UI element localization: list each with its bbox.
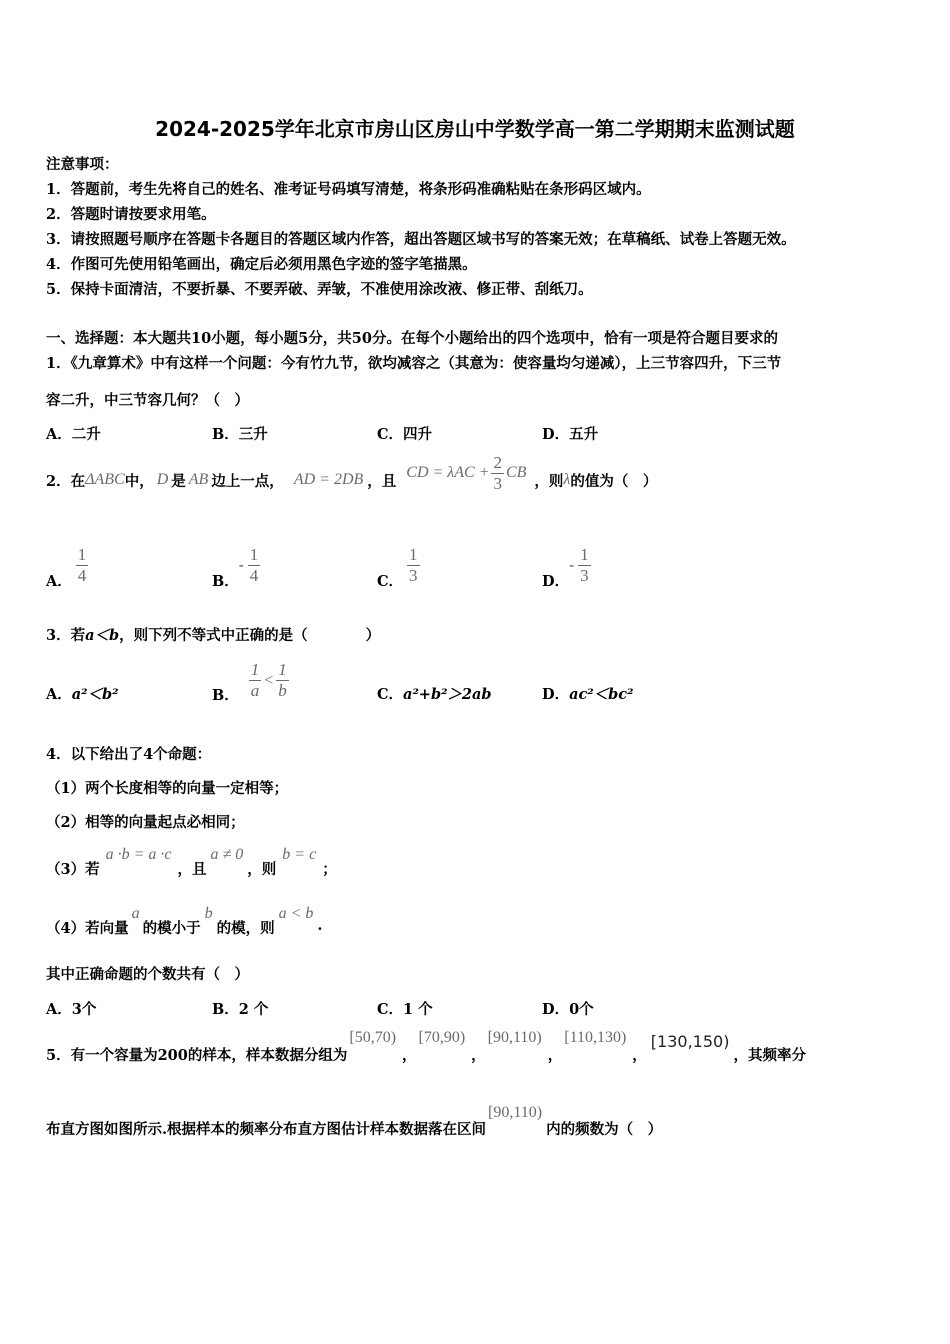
vector-b: b	[204, 905, 213, 922]
fraction-denominator: b	[278, 681, 287, 700]
b-equals-c: b = c	[282, 846, 317, 863]
fraction-numerator: 1	[77, 545, 87, 565]
question-1-text: 1．《九章算术》中有这样一个问题：今有竹九节，欲均减容之（其意为：使容量均匀递减），上三节容四升，下三节	[46, 355, 782, 372]
interval-90-110: [90,110)	[487, 1029, 542, 1046]
question-1-text-cont: 容二升，中三节容几何？（ ）	[46, 392, 249, 409]
q4-text: （3）若	[46, 861, 100, 878]
q2-text: 是	[171, 472, 186, 490]
lambda: λ	[563, 471, 571, 488]
notice-item: 3．请按照题号顺序在答题卡各题目的答题区域内作答，超出答题区域书写的答案无效；在草稿纸、试卷上答题无效。	[46, 231, 796, 248]
fraction-two-thirds	[491, 454, 504, 493]
q4-text: ，且	[177, 861, 207, 878]
interval-90-110: [90,110)	[488, 1104, 543, 1121]
option-label: D．	[542, 573, 570, 590]
q3-option-b	[212, 656, 289, 705]
q4-option-a: A．3个	[46, 1001, 97, 1018]
vector-cb: CB	[505, 464, 527, 481]
option-label: C．	[377, 573, 404, 590]
interval-70-90: [70,90)	[418, 1029, 466, 1046]
option-label: B．	[212, 687, 239, 704]
q2-text: 边上一点，	[211, 472, 284, 490]
q4-proposition-1: （1）两个长度相等的向量一定相等；	[46, 780, 289, 797]
separator: ，	[402, 1047, 417, 1064]
q4-text: 的模，则	[216, 920, 275, 937]
q4-text: ，则	[247, 861, 277, 878]
dot-product-equation: a ·b = a ·c	[105, 846, 172, 863]
q3-number: 3．	[46, 627, 71, 644]
q3-text: ，则下列不等式中正确的是（ ）	[119, 627, 381, 644]
interval-110-130: [110,130)	[564, 1029, 627, 1046]
vector-expr: CD = λAC +	[406, 464, 490, 481]
fraction-one-over-b	[276, 661, 289, 700]
interval-50-70: [50,70)	[349, 1029, 397, 1046]
q4-text: .	[317, 917, 323, 934]
fraction-denominator: 3	[409, 566, 418, 585]
q2-text: ，则	[534, 472, 564, 490]
a-less-than-b: a < b	[278, 905, 314, 922]
segment-ab: AB	[188, 471, 209, 488]
q3-option-d	[542, 683, 633, 704]
fraction-denominator: a	[250, 681, 260, 700]
separator: ，	[632, 1047, 647, 1064]
q2-option-d	[542, 540, 591, 591]
q4-proposition-4	[46, 905, 322, 938]
triangle-abc: ΔABC	[85, 471, 125, 488]
q4-option-c: C．1 个	[377, 1001, 433, 1018]
option-expr: a²+b²＞2ab	[403, 686, 492, 703]
section-heading: 一、选择题：本大题共10小题，每小题5分，共50分。在每个小题给出的四个选项中，恰有一项是符合题目要求的	[46, 330, 778, 347]
option-label: D．	[542, 686, 570, 703]
less-than: <	[264, 671, 274, 689]
q4-option-d: D．0个	[542, 1001, 594, 1018]
q2-option-b	[212, 540, 260, 591]
option-expr: a²＜b²	[71, 686, 119, 703]
option-label: A．	[46, 573, 72, 590]
a-not-zero: a ≠ 0	[210, 846, 244, 863]
q1-option-a: A．二升	[46, 426, 101, 443]
q5-text: 5．有一个容量为200的样本，样本数据分组为	[46, 1047, 348, 1064]
fraction-denominator: 4	[77, 566, 87, 585]
q4-proposition-2: （2）相等的向量起点必相同；	[46, 814, 245, 831]
fraction-denominator: 4	[249, 566, 259, 585]
option-fraction	[407, 546, 420, 585]
q4-proposition-3	[46, 846, 337, 879]
q2-number: 2．	[46, 472, 71, 490]
q1-option-c: C．四升	[377, 426, 433, 443]
option-label: C．	[377, 686, 404, 703]
fraction-numerator: 1	[580, 545, 589, 565]
q4-text: 的模小于	[142, 920, 201, 937]
q2-text: ，且	[367, 472, 397, 490]
q2-text: 的值为（ ）	[570, 472, 658, 490]
question-3	[46, 624, 380, 645]
interval-130-150: [130,150)	[650, 1032, 730, 1051]
option-expr: ac²＜bc²	[569, 686, 634, 703]
q2-option-a	[46, 540, 88, 591]
point-d: D	[156, 471, 169, 488]
notice-heading: 注意事项：	[46, 156, 119, 173]
notice-item: 5．保持卡面清洁，不要折暴、不要弄破、弄皱，不准使用涂改液、修正带、刮纸刀。	[46, 281, 593, 298]
option-label: A．	[46, 686, 72, 703]
q4-question: 其中正确命题的个数共有（ ）	[46, 966, 249, 983]
option-sign: -	[238, 557, 244, 574]
q1-option-b: B．三升	[212, 426, 268, 443]
q3-condition: a＜b	[85, 627, 120, 644]
q2-text: 中，	[124, 472, 154, 490]
fraction-numerator: 1	[409, 545, 418, 565]
q1-option-d: D．五升	[542, 426, 599, 443]
fraction-numerator: 1	[250, 660, 260, 680]
option-label: B．	[212, 573, 239, 590]
vector-equation	[406, 454, 526, 493]
fraction-numerator: 1	[278, 660, 287, 680]
notice-item: 2．答题时请按要求用笔。	[46, 206, 216, 223]
question-5	[46, 1029, 806, 1065]
equation-ad-2db: AD = 2DB	[293, 471, 364, 488]
question-5-cont	[46, 1104, 662, 1139]
q5-text: ，其频率分	[733, 1047, 806, 1064]
vector-a: a	[131, 905, 140, 922]
q3-option-c	[377, 683, 492, 704]
question-2	[46, 452, 658, 504]
fraction-denominator: 3	[580, 566, 589, 585]
q5-text: 内的频数为（ ）	[546, 1121, 663, 1138]
q2-option-c	[377, 540, 420, 591]
notice-item: 4．作图可先使用铅笔画出，确定后必须用黑色字迹的签字笔描黑。	[46, 256, 477, 273]
fraction-denominator: 3	[493, 473, 502, 493]
q4-text: ；	[322, 861, 337, 878]
fraction-one-over-a	[249, 661, 262, 700]
separator: ，	[547, 1047, 563, 1064]
option-sign: -	[569, 557, 575, 574]
q5-text: 布直方图如图所示.根据样本的频率分布直方图估计样本数据落在区间	[46, 1121, 487, 1138]
option-fraction	[578, 546, 591, 585]
q3-text: 若	[70, 627, 86, 644]
q4-text: （4）若向量	[46, 920, 129, 937]
q2-text: 在	[70, 472, 86, 490]
option-fraction	[76, 546, 89, 585]
q3-option-a	[46, 683, 119, 704]
separator: ，	[471, 1047, 486, 1064]
question-4-intro: 4．以下给出了4个命题：	[46, 746, 212, 763]
option-fraction	[248, 546, 261, 585]
notice-item: 1．答题前，考生先将自己的姓名、准考证号码填写清楚，将条形码准确粘贴在条形码区域内。	[46, 181, 651, 198]
page-title: 2024-2025学年北京市房山区房山中学数学高一第二学期期末监测试题	[155, 117, 795, 141]
fraction-numerator: 1	[249, 545, 259, 565]
q4-option-b: B．2 个	[212, 1001, 269, 1018]
fraction-numerator: 2	[493, 452, 502, 472]
